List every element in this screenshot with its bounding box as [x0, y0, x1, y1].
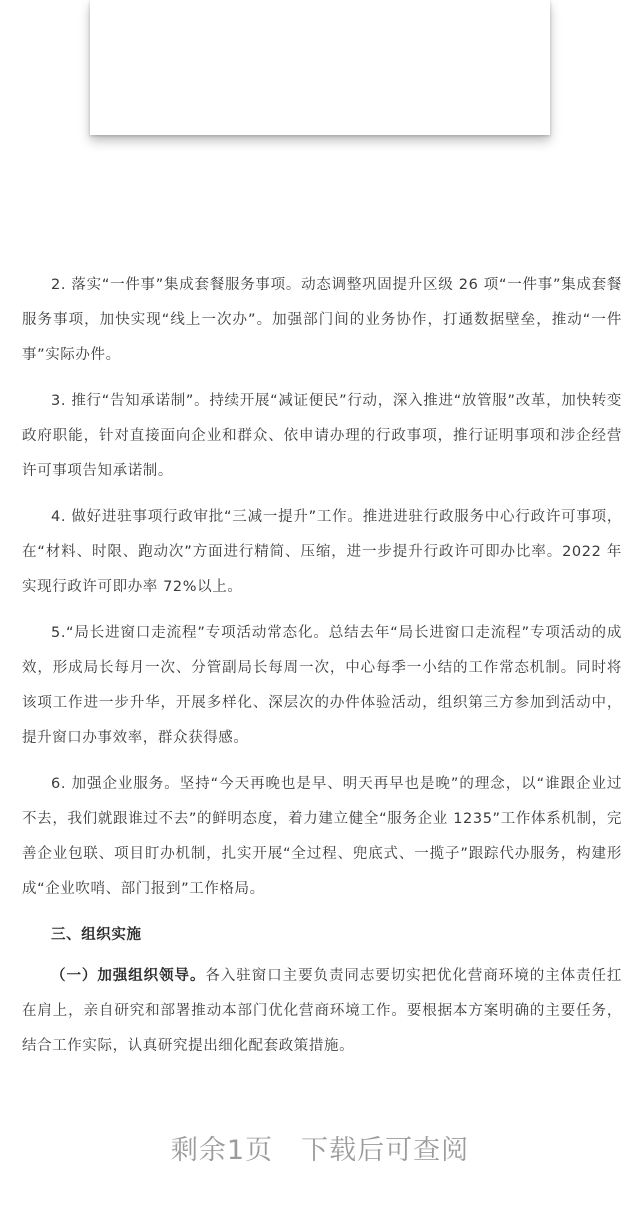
paragraph-item-6: 6. 加强企业服务。坚持“今天再晚也是早、明天再早也是晚”的理念，以“谁跟企业过不去，我们就跟谁过不去”的鲜明态度，着力建立健全“服务企业 1235”工作体系机制，完善企业包联、项目盯办机制，扎实开展“全过程、兜底式、一揽子”跟踪代办服务，构建形成“企业吹哨、部门报到”工作格局。: [22, 776, 622, 897]
paragraph-item-3: 3. 推行“告知承诺制”。持续开展“减证便民”行动，深入推进“放管服”改革，加快转变政府职能，针对直接面向企业和群众、依申请办理的行政事项，推行证明事项和涉企经营许可事项告知承诺制。: [22, 393, 622, 479]
paragraph-item-4: 4. 做好进驻事项行政审批“三减一提升”工作。推进进驻行政服务中心行政许可事项，在“材料、时限、跑动次”方面进行精简、压缩，进一步提升行政许可即办比率。2022 年实现行政许可即办率 72%以上。: [22, 509, 622, 595]
subsection-text: 各入驻窗口主要负责同志要切实把优化营商环境的主体责任扛在肩上，亲自研究和部署推动本部门优化营商环境工作。要根据本方案明确的主要任务，结合工作实际，认真研究提出细化配套政策措施。: [22, 968, 623, 1054]
previous-page-card: [90, 0, 550, 135]
remaining-pages-label: 剩余1页: [170, 1135, 274, 1166]
subsection-lead: （一）加强组织领导。: [51, 968, 206, 984]
remaining-pages-banner[interactable]: [0, 1128, 640, 1167]
subsection-paragraph: [22, 959, 622, 1064]
document-body: [22, 268, 622, 1075]
section-heading: 三、组织实施: [51, 927, 142, 943]
paragraph-item-2: 2. 落实“一件事”集成套餐服务事项。动态调整巩固提升区级 26 项“一件事”集成套餐服务事项，加快实现“线上一次办”。加强部门间的业务协作，打通数据壁垒，推动“一件事”实际办件。: [22, 277, 622, 363]
paragraph-item-5: 5.“局长进窗口走流程”专项活动常态化。总结去年“局长进窗口走流程”专项活动的成效，形成局长每月一次、分管副局长每周一次，中心每季一小结的工作常态机制。同时将该项工作进一步升华，开展多样化、深层次的办件体验活动，组织第三方参加到活动中，提升窗口办事效率，群众获得感。: [22, 625, 622, 746]
download-hint-label: 下载后可查阅: [301, 1135, 470, 1166]
